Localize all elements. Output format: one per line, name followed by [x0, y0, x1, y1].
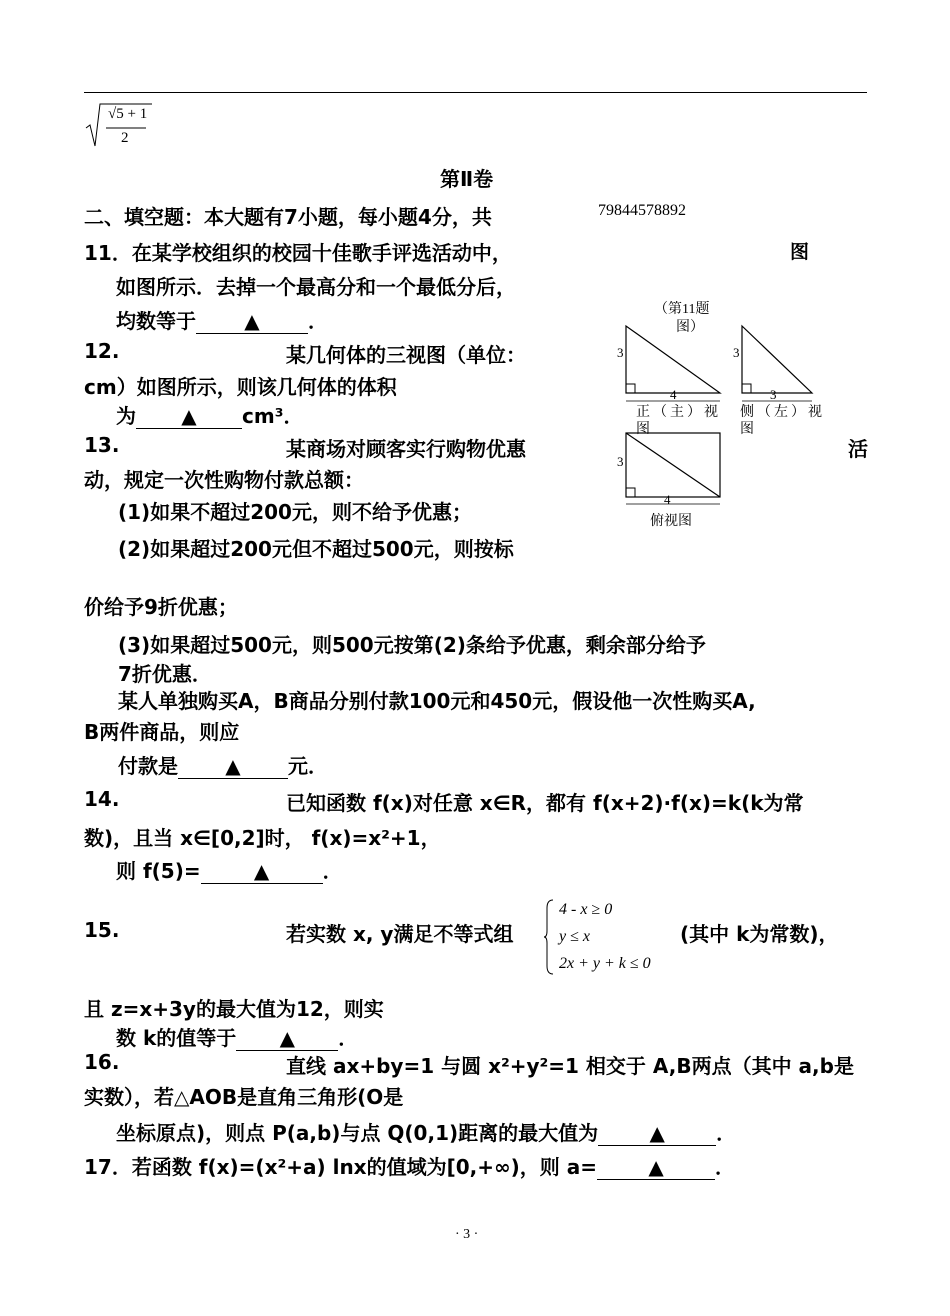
q16-line2: 实数），若△AOB是直角三角形(O是 — [84, 1085, 404, 1109]
q16-answer-blank[interactable] — [598, 1121, 716, 1146]
q14-line1: 已知函数 f(x)对任意 x∈R，都有 f(x+2)·f(x)=k(k为常 — [286, 791, 804, 815]
q13-cond2: (2)如果超过200元但不超过500元，则按标 — [118, 537, 514, 561]
side-dim-3b: 3 — [770, 387, 777, 402]
triangle-marker: ▲ — [225, 754, 241, 778]
top-view-label: 俯视图 — [650, 514, 692, 529]
q15-line1: 若实数 x, y满足不等式组 — [286, 922, 514, 946]
triangle-marker: ▲ — [181, 404, 197, 428]
formula-denominator: 2 — [121, 130, 129, 146]
q14-line3 — [116, 855, 343, 884]
q13-line1: 某商场对顾客实行购物优惠 — [286, 437, 526, 461]
q15-answer-blank[interactable] — [236, 1026, 338, 1051]
section-title: 第Ⅱ卷 — [440, 167, 494, 191]
triangle-marker: ▲ — [279, 1026, 295, 1050]
top-dim-4: 4 — [664, 492, 671, 507]
q13-cond3b: 7折优惠． — [118, 662, 212, 686]
triangle-marker: ▲ — [648, 1155, 664, 1179]
inequality-3: 2x + y + k ≤ 0 — [559, 955, 651, 972]
q14-period: ． — [322, 859, 343, 883]
q15-line1-tail: (其中 k为常数)， — [680, 922, 839, 946]
q13-text: 付款是 — [118, 754, 178, 778]
q11-answer-blank[interactable] — [196, 309, 308, 334]
q14-answer-blank[interactable] — [201, 859, 323, 884]
q15-text: 数 k的值等于 — [116, 1026, 237, 1050]
top-formula — [84, 98, 154, 150]
q16-text: 坐标原点)，则点 P(a,b)与点 Q(0,1)距离的最大值为 — [116, 1121, 599, 1145]
section-heading: 二、填空题：本大题有7小题，每小题4分，共 — [84, 205, 492, 229]
front-view-triangle — [626, 326, 720, 393]
q17-line1 — [84, 1151, 735, 1180]
q14-line2: 数)，且当 x∈[0,2]时， f(x)=x²+1， — [84, 826, 441, 850]
q14-number: 14. — [84, 787, 120, 811]
top-rule — [84, 92, 867, 93]
q13-para2: B两件商品，则应 — [84, 720, 240, 744]
overlay-number: 79844578892 — [598, 202, 686, 219]
q13-cond1: (1)如果不超过200元，则不给予优惠； — [118, 500, 472, 524]
q15-number: 15. — [84, 918, 120, 942]
page-number: · 3 · — [455, 1227, 479, 1242]
q14-text: 则 f(5)= — [116, 859, 201, 883]
q13-cond2b: 价给予9折优惠； — [84, 595, 238, 619]
q16-line1: 直线 ax+by=1 与圆 x²+y²=1 相交于 A,B两点（其中 a,b是 — [286, 1054, 854, 1078]
q12-number: 12. — [84, 339, 120, 363]
front-dim-3: 3 — [617, 345, 624, 360]
q13-answer-blank[interactable] — [178, 754, 288, 779]
q16-period: ． — [716, 1121, 737, 1145]
brace-icon — [543, 898, 555, 976]
q12-line2: cm）如图所示，则该几何体的体积 — [84, 375, 397, 399]
side-view-label: 侧（左）视图 — [740, 405, 825, 437]
front-dim-4: 4 — [670, 387, 677, 402]
q11-line2: 如图所示．去掉一个最高分和一个最低分后， — [116, 275, 516, 299]
q13-line1-tail: 活 — [848, 437, 868, 461]
q13-para1: 某人单独购买A，B商品分别付款100元和450元，假设他一次性购买A, — [118, 689, 756, 713]
q15-period: ． — [338, 1026, 359, 1050]
q12-answer-blank[interactable] — [136, 404, 242, 429]
q12-line1: 某几何体的三视图（单位： — [286, 343, 526, 367]
q17-text: 17．若函数 f(x)=(x²+a) lnx的值域为[0,+∞)，则 a= — [84, 1155, 598, 1179]
q12-line3 — [116, 400, 303, 429]
q17-answer-blank[interactable] — [597, 1155, 715, 1180]
q15-line2: 且 z=x+3y的最大值为12，则实 — [84, 997, 384, 1021]
side-dim-3: 3 — [733, 345, 740, 360]
triangle-marker: ▲ — [649, 1121, 665, 1145]
side-view-triangle — [742, 326, 812, 393]
q13-line2: 动，规定一次性购物付款总额： — [84, 468, 364, 492]
top-dim-3: 3 — [617, 454, 624, 469]
q11-text: 均数等于 — [116, 309, 196, 333]
q16-line3 — [116, 1117, 736, 1146]
fig11-caption-line1: （第11题 — [654, 302, 710, 317]
inequality-1: 4 - x ≥ 0 — [559, 901, 613, 918]
q13-cond3: (3)如果超过500元，则500元按第(2)条给予优惠，剩余部分给予 — [118, 633, 706, 657]
formula-numerator: √5 + 1 — [108, 106, 148, 122]
q11-line3 — [116, 305, 328, 334]
q15-inequality-system — [559, 896, 651, 977]
triangle-marker: ▲ — [244, 309, 260, 333]
q11-line1-tail: 图 — [790, 241, 810, 263]
q11-line1: 11．在某学校组织的校园十佳歌手评选活动中， — [84, 241, 512, 265]
q12-text: 为 — [116, 404, 136, 428]
triangle-marker: ▲ — [253, 859, 270, 883]
q17-period: ． — [715, 1155, 736, 1179]
q15-line3 — [116, 1022, 358, 1051]
q13-unit: 元． — [288, 754, 328, 778]
q12-unit: cm³． — [242, 404, 304, 428]
inequality-2: y ≤ x — [559, 928, 590, 945]
fig11-caption-line2: 图） — [676, 320, 704, 335]
q13-para3 — [118, 750, 328, 779]
front-view-label: 正（主）视图 — [636, 405, 721, 437]
q16-number: 16. — [84, 1050, 120, 1074]
q13-number: 13. — [84, 433, 120, 457]
q11-period: ． — [308, 309, 328, 333]
